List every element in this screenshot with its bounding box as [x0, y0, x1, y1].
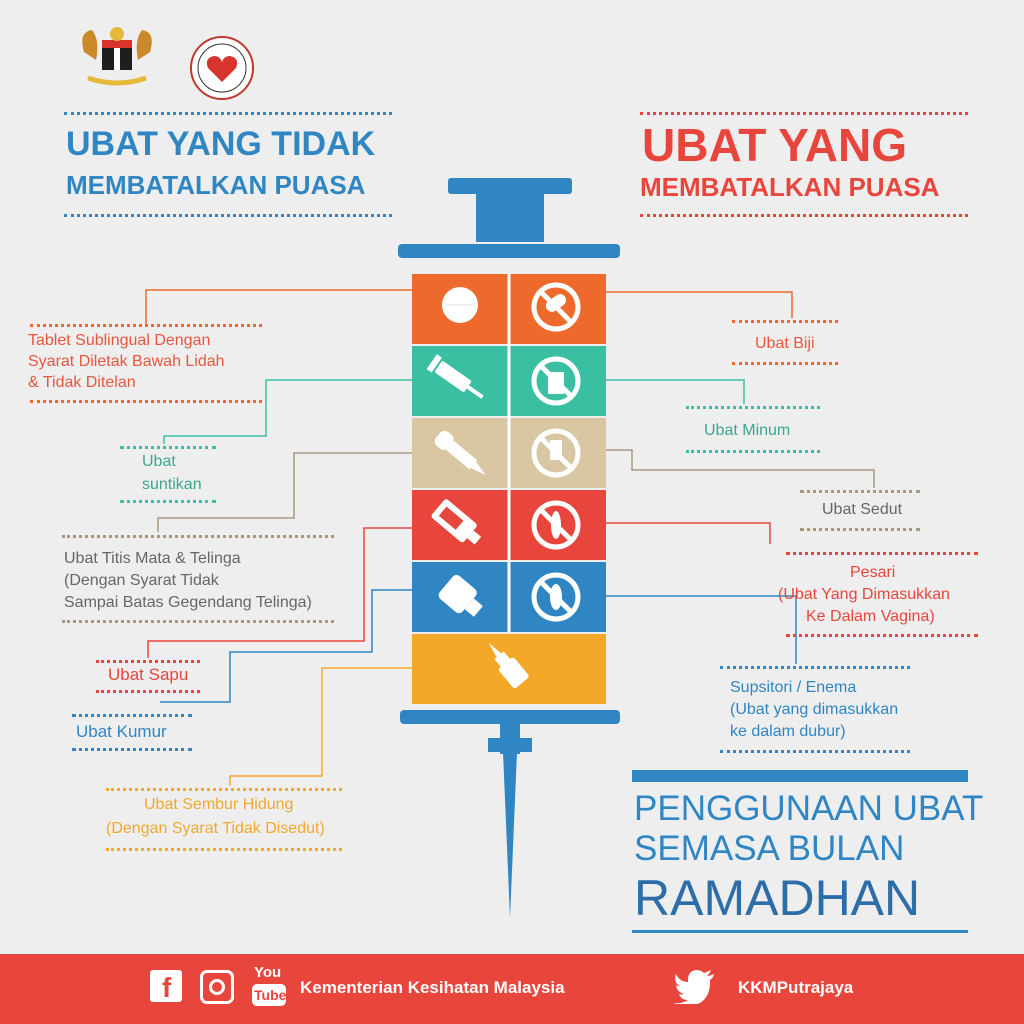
footer-bar: [0, 954, 1024, 1024]
sedut-bottom-divider: [800, 528, 920, 531]
titis-bottom-divider: [62, 620, 334, 623]
connector-suntikan: [164, 380, 412, 444]
connector-sedut: [606, 450, 874, 488]
sembur-line2: (Dengan Syarat Tidak Disedut): [106, 820, 325, 837]
connector-minum: [606, 380, 744, 404]
title-bottom-rule: [632, 930, 968, 933]
left-heading-line1: UBAT YANG TIDAK: [66, 125, 376, 163]
right-heading-line2: MEMBATALKAN PUASA: [640, 172, 940, 202]
supsitori-line3: ke dalam dubur): [730, 723, 846, 740]
biji-bottom-divider: [732, 362, 838, 365]
pesari-line2: (Ubat Yang Dimasukkan: [778, 586, 950, 603]
sapu-bottom-divider: [96, 690, 200, 693]
youtube-icon[interactable]: [252, 964, 286, 1010]
syringe-needle: [400, 710, 620, 918]
title-line3: RAMADHAN: [634, 870, 921, 926]
pesari-line3: Ke Dalam Vagina): [806, 608, 935, 625]
supsitori-line1: Supsitori / Enema: [730, 679, 857, 696]
supsitori-line2: (Ubat yang dimasukkan: [730, 701, 899, 718]
sapu-label: Ubat Sapu: [108, 665, 189, 684]
pesari-line1: Pesari: [850, 564, 896, 581]
pesari-bottom-divider: [786, 634, 978, 637]
titis-divider: [62, 535, 334, 538]
connector-sublingual: [146, 290, 412, 324]
sembur-divider: [106, 788, 342, 791]
sedut-divider: [800, 490, 920, 493]
biji-divider: [732, 320, 838, 323]
minum-bottom-divider: [686, 450, 820, 453]
connector-biji: [606, 292, 792, 318]
supsitori-bottom-divider: [720, 750, 910, 753]
sublingual-line2: Syarat Diletak Bawah Lidah: [28, 353, 225, 370]
sublingual-bottom-divider: [30, 400, 262, 403]
connector-sembur: [230, 668, 412, 786]
biji-label: Ubat Biji: [755, 335, 815, 352]
sembur-bottom-divider: [106, 848, 342, 851]
instagram-icon[interactable]: [200, 970, 234, 1004]
minum-label: Ubat Minum: [704, 422, 791, 439]
title-line1: PENGGUNAAN UBAT: [634, 789, 984, 828]
facebook-icon[interactable]: f: [150, 970, 182, 1002]
minum-divider: [686, 406, 820, 409]
sapu-divider: [96, 660, 200, 663]
supsitori-divider: [720, 666, 910, 669]
youtube-text-bottom: Tube: [254, 987, 287, 1003]
suntikan-divider: [120, 446, 216, 449]
suntikan-line1: Ubat: [142, 453, 176, 470]
suntikan-line2: suntikan: [142, 476, 202, 493]
kumur-divider: [72, 714, 192, 717]
syringe-plunger: [398, 178, 620, 258]
tablet-icon: [442, 287, 478, 323]
twitter-icon[interactable]: [674, 970, 716, 1004]
sublingual-divider: [30, 324, 262, 327]
titis-line1: Ubat Titis Mata & Telinga: [64, 550, 241, 567]
youtube-text-top: You: [254, 964, 282, 981]
titis-line2: (Dengan Syarat Tidak: [64, 572, 219, 589]
title-top-bar: [632, 770, 968, 782]
titis-line3: Sampai Batas Gegendang Telinga): [64, 594, 312, 611]
connector-supsitori: [606, 596, 796, 664]
twitter-handle: KKMPutrajaya: [738, 978, 854, 997]
ministry-name: Kementerian Kesihatan Malaysia: [300, 978, 565, 997]
right-heading-line1: UBAT YANG: [642, 119, 907, 171]
sublingual-line1: Tablet Sublingual Dengan: [28, 332, 211, 349]
sedut-label: Ubat Sedut: [822, 501, 903, 518]
sublingual-line3: & Tidak Ditelan: [28, 374, 136, 391]
kumur-bottom-divider: [72, 748, 192, 751]
connector-pesari: [606, 523, 770, 544]
title-line2: SEMASA BULAN: [634, 829, 905, 868]
kumur-label: Ubat Kumur: [76, 722, 167, 741]
sembur-line1: Ubat Sembur Hidung: [144, 796, 294, 813]
left-heading-line2: MEMBATALKAN PUASA: [66, 170, 366, 200]
pesari-divider: [786, 552, 978, 555]
suntikan-bottom-divider: [120, 500, 216, 503]
